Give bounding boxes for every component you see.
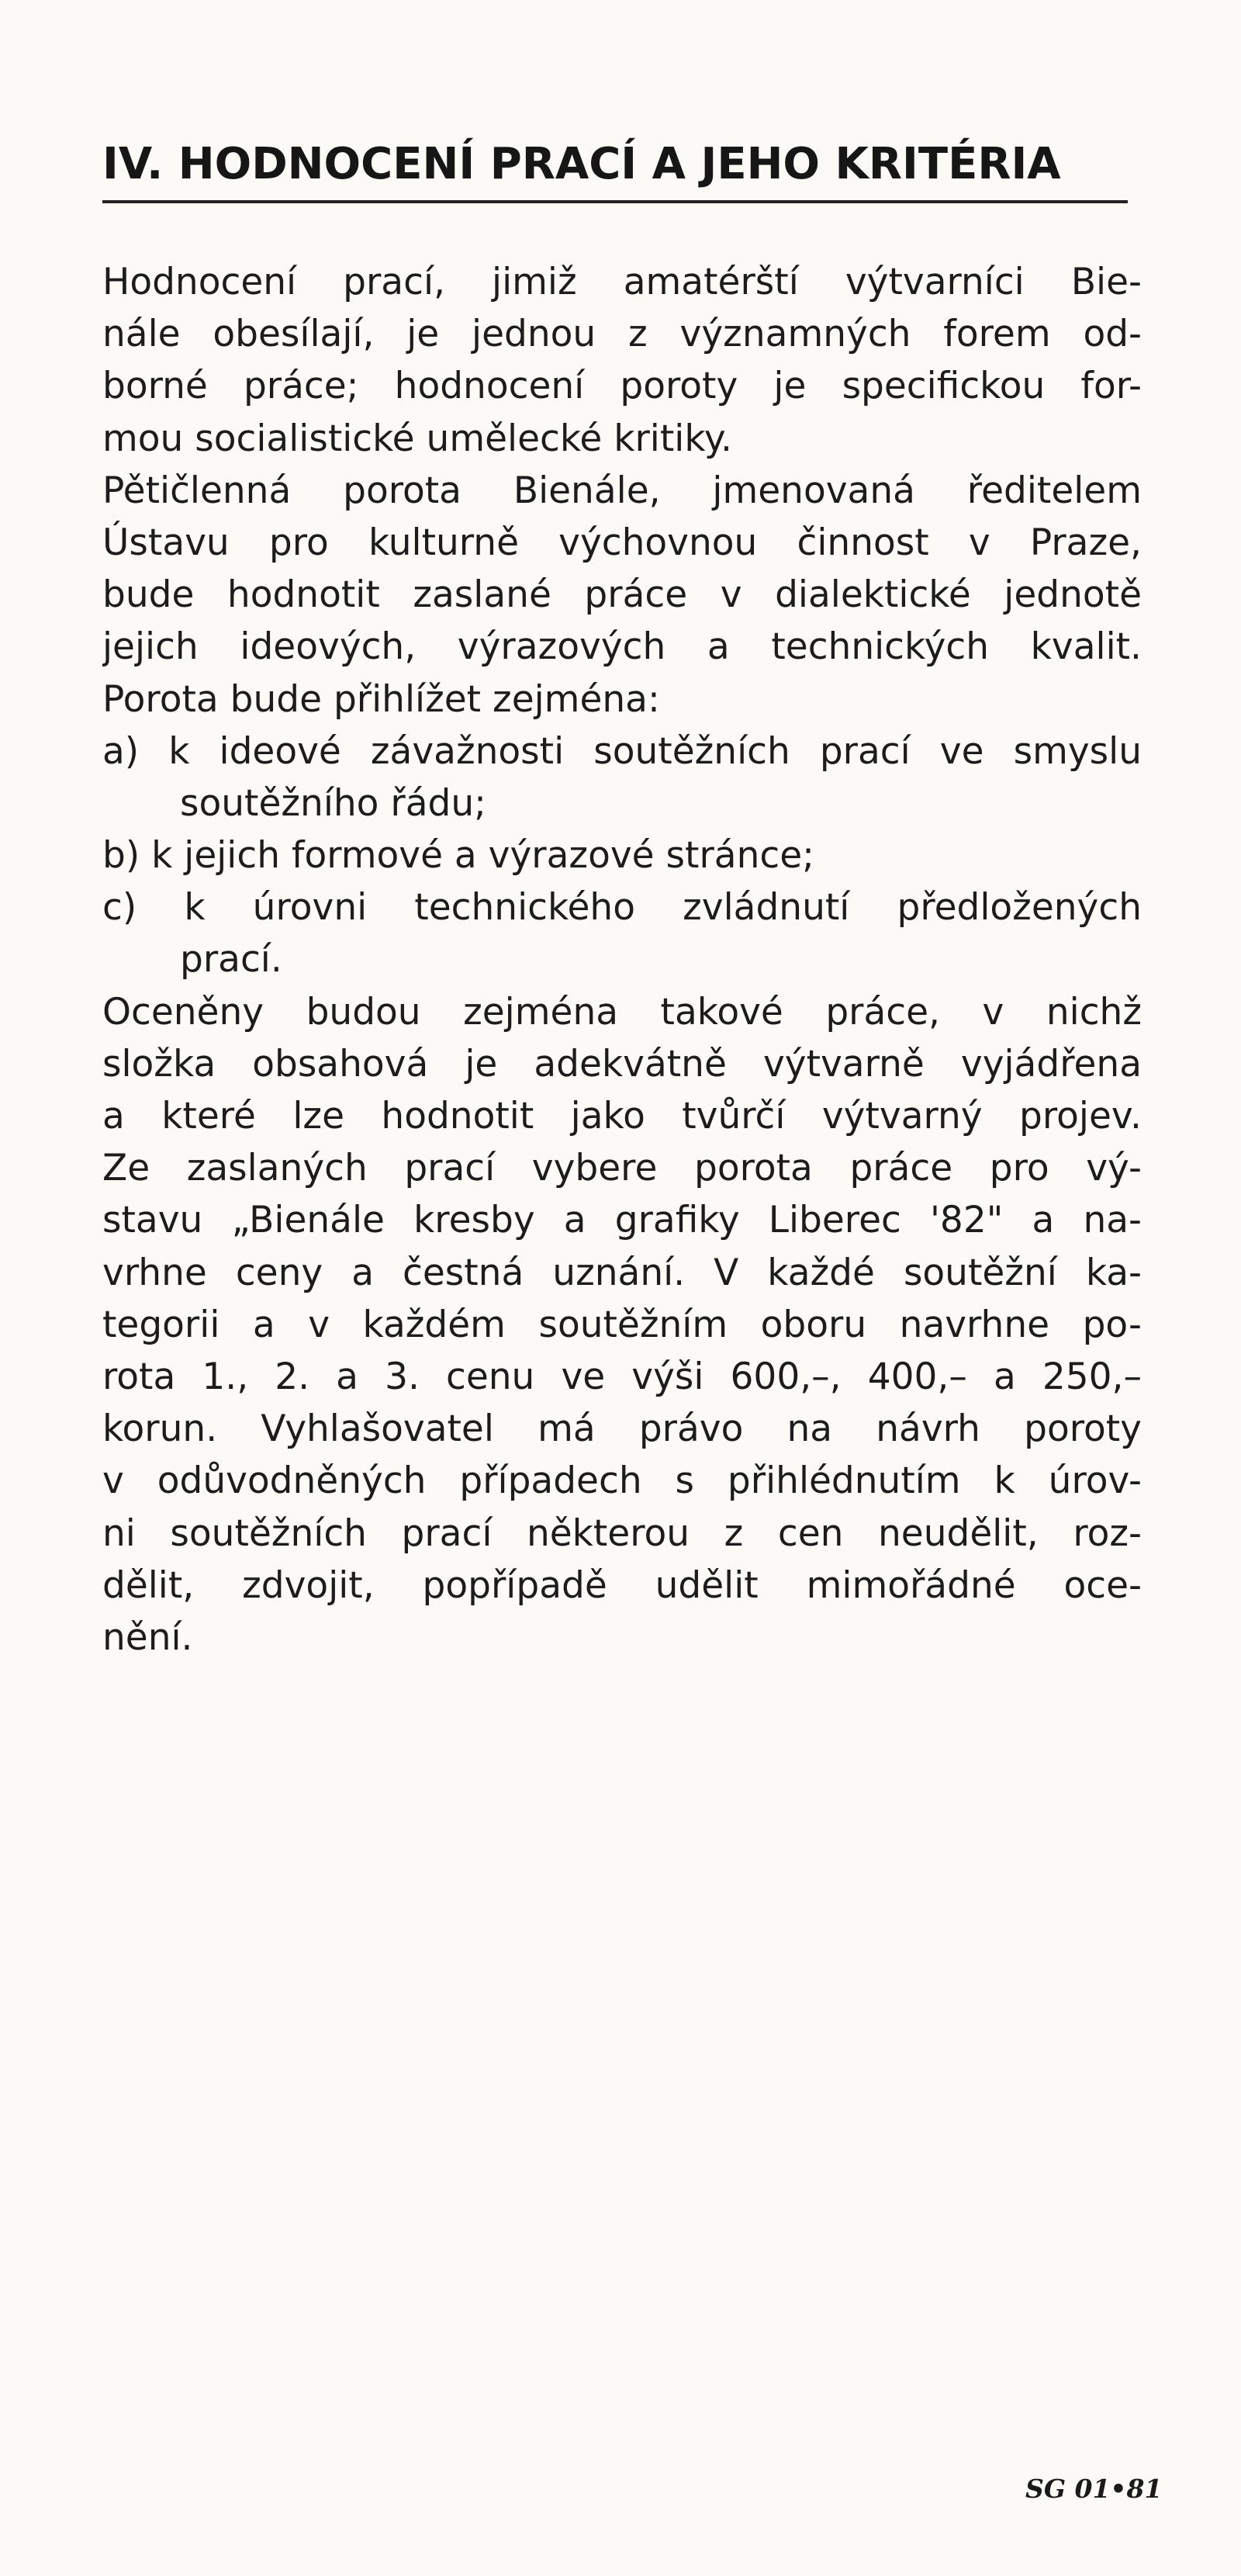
body-text <box>102 256 1142 1664</box>
list-item-c: c) k úrovni technického zvládnutí předložených <box>102 886 1142 930</box>
text-line: korun. Vyhlašovatel má právo na návrh poroty <box>102 1407 1142 1451</box>
text-line: nění. <box>102 1615 193 1659</box>
text-line: složka obsahová je adekvátně výtvarně vyjádřena <box>102 1042 1142 1085</box>
text-line: bude hodnotit zaslané práce v dialektické jednotě <box>102 573 1142 617</box>
text-line: rota 1., 2. a 3. cenu ve výši 600,–, 400,– a 250,– <box>102 1355 1142 1398</box>
print-code: SG 01•81 <box>1025 2474 1163 2504</box>
list-item-a: a) k ideové závažnosti soutěžních prací ve smyslu <box>102 729 1142 773</box>
heading-underline <box>102 200 1128 203</box>
text-line: tegorii a v každém soutěžním oboru navrhne po- <box>102 1303 1142 1346</box>
text-line: a které lze hodnotit jako tvůrčí výtvarný projev. <box>102 1095 1142 1137</box>
text-line: Ze zaslaných prací vybere porota práce pro vý- <box>102 1147 1142 1190</box>
text-line: dělit, zdvojit, popřípadě udělit mimořádné oce- <box>102 1563 1142 1607</box>
text-line: borné práce; hodnocení poroty je specifickou for- <box>102 365 1142 408</box>
text-line: mou socialistické umělecké kritiky. <box>102 417 732 460</box>
text-line: vrhne ceny a čestná uznání. V každé soutěžní ka- <box>102 1251 1142 1294</box>
text-line: ni soutěžních prací některou z cen neudělit, roz- <box>102 1511 1142 1555</box>
text-line: nále obesílají, je jednou z významných forem od- <box>102 313 1142 356</box>
text-line: stavu „Bienále kresby a grafiky Liberec '82" a na- <box>102 1199 1142 1242</box>
text-line: jejich ideových, výrazových a technických kvalit. <box>102 625 1142 669</box>
text-line: Porota bude přihlížet zejména: <box>102 677 660 721</box>
section-heading: IV. HODNOCENÍ PRACÍ A JEHO KRITÉRIA <box>102 139 1061 189</box>
text-line: Pětičlenná porota Bienále, jmenovaná ředitelem <box>102 469 1142 512</box>
text-line: Oceněny budou zejména takové práce, v nichž <box>102 990 1142 1034</box>
list-item-b: b) k jejich formové a výrazové stránce; <box>102 834 814 878</box>
list-item-a-continuation: soutěžního řádu; <box>180 781 486 825</box>
text-line: Ústavu pro kulturně výchovnou činnost v Praze, <box>102 521 1142 564</box>
list-item-c-continuation: prací. <box>180 938 282 982</box>
text-line: v odůvodněných případech s přihlédnutím k úrov- <box>102 1459 1142 1503</box>
text-line: Hodnocení prací, jimiž amatérští výtvarníci Bie- <box>102 261 1142 303</box>
